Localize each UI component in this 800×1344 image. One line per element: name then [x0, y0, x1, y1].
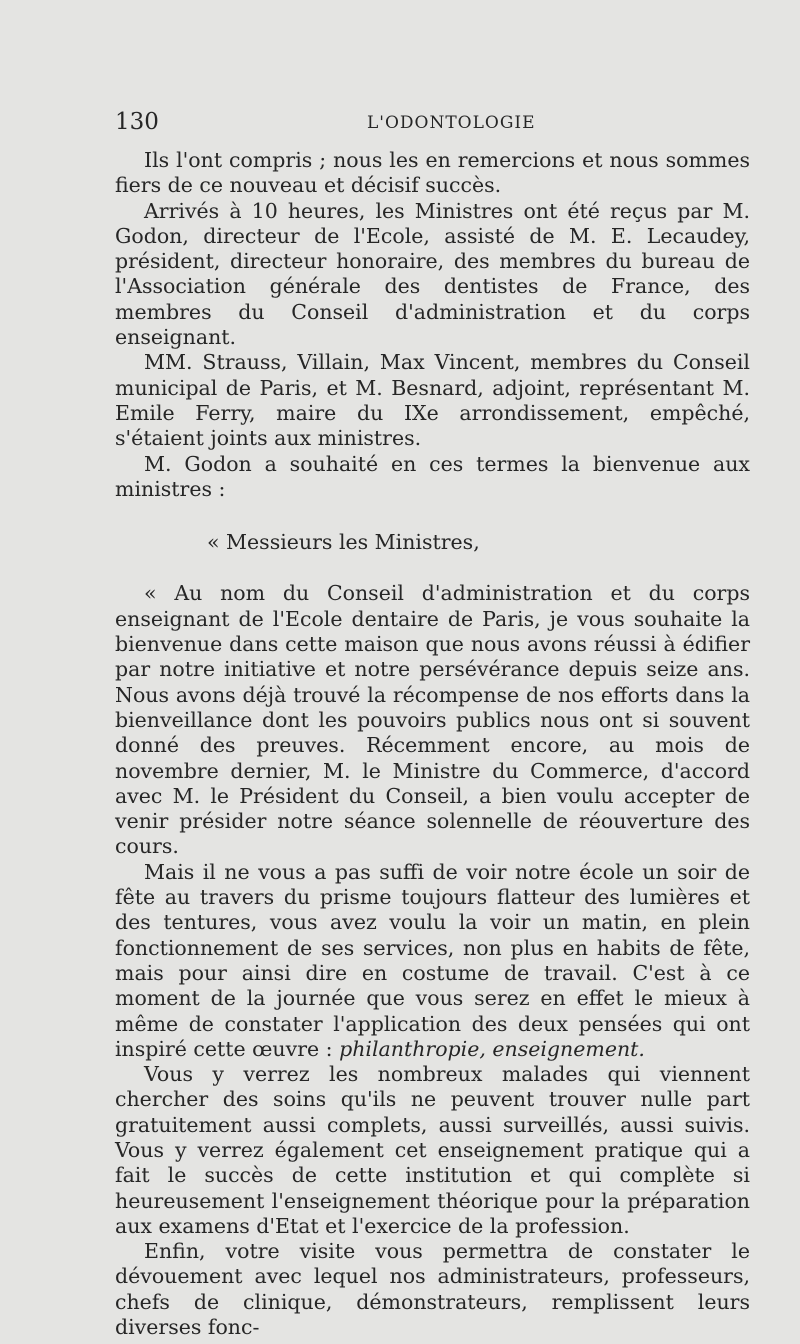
paragraph-6: [115, 860, 750, 1062]
page-header: [115, 108, 765, 140]
paragraph-2: Arrivés à 10 heures, les Ministres ont été reçus par M. Godon, directeur de l'Ecole, assisté de M. E. Lecaudey, président, directeur honoraire, des membres du bureau de l'Association générale des dentistes de France, des membres du Conseil d'administration et du corps enseignant.: [115, 198, 750, 350]
paragraph-5: « Au nom du Conseil d'administration et du corps enseignant de l'Ecole dentaire de Paris, je vous souhaite la bienvenue dans cette maison que nous avons réussi à édifier par notre initiative et notre persévérance depuis seize ans. Nous avons déjà trouvé la récompense de nos efforts dans la bienveillance dont les pouvoirs publics nous ont si souvent donné des preuves. Récemment encore, au mois de novembre dernier, M. le Ministre du Commerce, d'accord avec M. le Président du Conseil, a bien voulu accepter de venir présider notre séance solennelle de réouverture des cours.: [115, 581, 750, 859]
running-title: L'ODONTOLOGIE: [367, 113, 536, 133]
paragraph-4: M. Godon a souhaité en ces termes la bienvenue aux ministres :: [115, 451, 750, 501]
page-number: 130: [115, 109, 159, 135]
paragraph-6-italic: philanthropie, enseignement.: [339, 1036, 645, 1061]
paragraph-8: Enfin, votre visite vous permettra de constater le dévouement avec lequel nos administrateurs, professeurs, chefs de clinique, démonstrateurs, remplissent leurs diverses fonc-: [115, 1239, 750, 1340]
body-text: [115, 148, 750, 1340]
paragraph-6-text: Mais il ne vous a pas suffi de voir notre école un soir de fête au travers du prisme toujours flatteur des lumières et des tentures, vous avez voulu la voir un matin, en plein fonctionnement de ses services, non plus en habits de fête, mais pour ainsi dire en costume de travail. C'est à ce moment de la journée que vous serez en effet le mieux à même de constater l'application des deux pensées qui ont inspiré cette œuvre :: [115, 859, 750, 1061]
paragraph-7: Vous y verrez les nombreux malades qui viennent chercher des soins qu'ils ne peuvent trouver nulle part gratuitement aussi complets, aussi surveillés, aussi suivis. Vous y verrez également cet enseignement pratique qui a fait le succès de cette institution et qui complète si heureusement l'enseignement théorique pour la préparation aux examens d'Etat et l'exercice de la profession.: [115, 1062, 750, 1238]
salutation: « Messieurs les Ministres,: [207, 530, 480, 555]
paragraph-3: MM. Strauss, Villain, Max Vincent, membres du Conseil municipal de Paris, et M. Besnard, adjoint, représentant M. Emile Ferry, maire du IXe arrondissement, empêché, s'étaient joints aux ministres.: [115, 350, 750, 451]
paragraph-1: Ils l'ont compris ; nous les en remercions et nous sommes fiers de ce nouveau et décisif succès.: [115, 148, 750, 198]
